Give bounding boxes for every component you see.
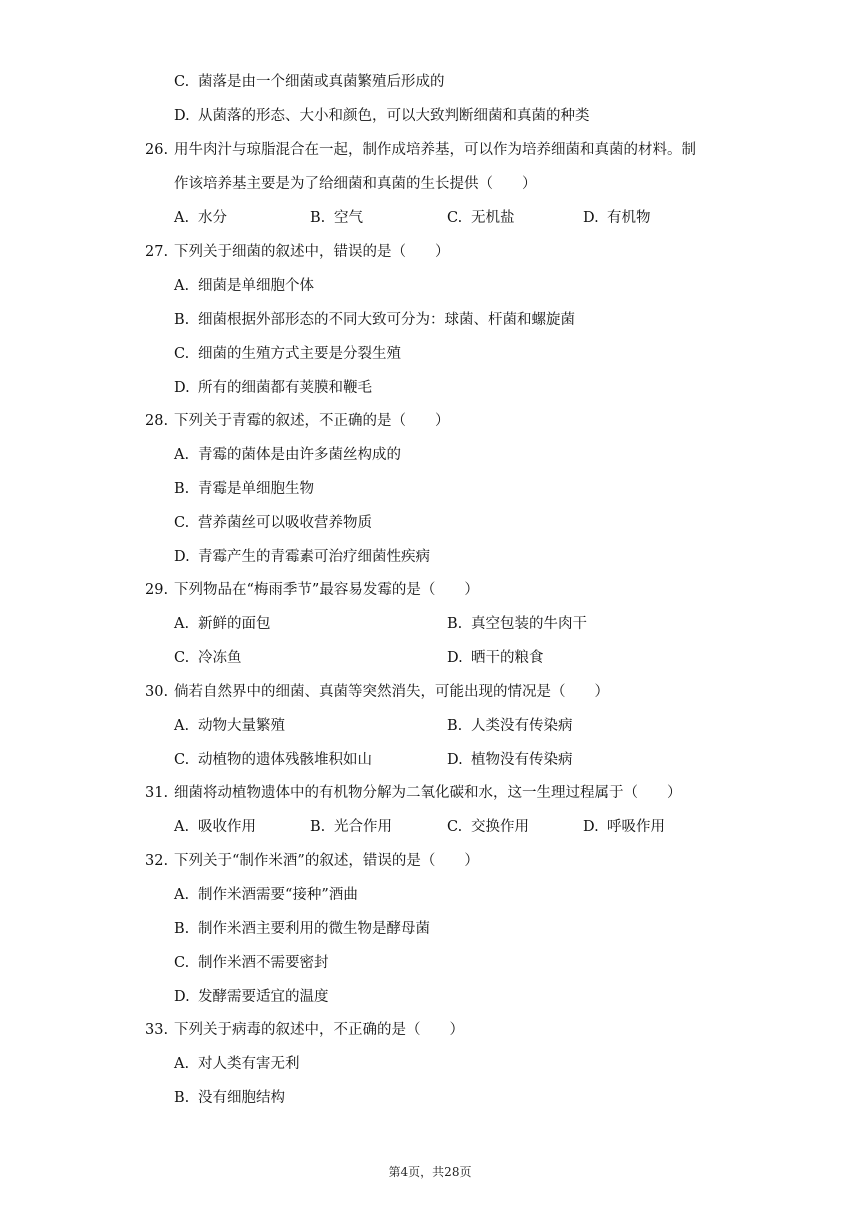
option-c: C. 营养菌丝可以吸收营养物质 <box>174 515 372 531</box>
question-number: 31. <box>145 785 169 801</box>
option-a: A. 细菌是单细胞个体 <box>174 278 314 294</box>
option-a: A. 制作米酒需要“接种”酒曲 <box>174 887 358 903</box>
option-c: C. 菌落是由一个细菌或真菌繁殖后形成的 <box>174 74 445 90</box>
option-d: D. 晒干的粮食 <box>447 650 544 666</box>
option-c: C. 细菌的生殖方式主要是分裂生殖 <box>174 346 401 362</box>
question-number: 29. <box>145 582 169 598</box>
option-c: C. 冷冻鱼 <box>174 650 242 666</box>
question-text: 下列关于细菌的叙述中，错误的是（ ） <box>174 244 450 260</box>
question-text: 用牛肉汁与琼脂混合在一起，制作成培养基，可以作为培养细菌和真菌的材料。制 <box>174 142 696 158</box>
question-number: 32. <box>145 853 169 869</box>
option-a: A. 青霉的菌体是由许多菌丝构成的 <box>174 447 401 463</box>
option-b: B. 人类没有传染病 <box>447 718 573 734</box>
option-a: A. 新鲜的面包 <box>174 616 271 632</box>
option-b: B. 真空包装的牛肉干 <box>447 616 587 632</box>
question-number: 27. <box>145 244 169 260</box>
page-footer: 第4页，共28页 <box>388 1165 472 1179</box>
option-d: D. 青霉产生的青霉素可治疗细菌性疾病 <box>174 549 430 565</box>
question-text-continued: 作该培养基主要是为了给细菌和真菌的生长提供（ ） <box>174 176 537 192</box>
question-text: 倘若自然界中的细菌、真菌等突然消失，可能出现的情况是（ ） <box>174 684 609 700</box>
question-number: 28. <box>145 413 169 429</box>
option-a: A. 对人类有害无利 <box>174 1056 300 1072</box>
option-d: D. 发酵需要适宜的温度 <box>174 989 329 1005</box>
question-text: 下列物品在“梅雨季节”最容易发霉的是（ ） <box>174 582 479 598</box>
option-c: C. 交换作用 <box>447 819 529 835</box>
question-text: 下列关于病毒的叙述中，不正确的是（ ） <box>174 1022 464 1038</box>
question-number: 30. <box>145 684 169 700</box>
question-text: 下列关于青霉的叙述，不正确的是（ ） <box>174 413 450 429</box>
option-b: B. 没有细胞结构 <box>174 1090 285 1106</box>
question-number: 26. <box>145 142 169 158</box>
option-c: C. 制作米酒不需要密封 <box>174 955 329 971</box>
option-b: B. 制作米酒主要利用的微生物是酵母菌 <box>174 921 430 937</box>
option-a: A. 动物大量繁殖 <box>174 718 285 734</box>
option-c: C. 无机盐 <box>447 210 515 226</box>
option-b: B. 空气 <box>310 210 363 226</box>
option-d: D. 从菌落的形态、大小和颜色，可以大致判断细菌和真菌的种类 <box>174 108 590 124</box>
option-b: B. 青霉是单细胞生物 <box>174 481 314 497</box>
option-d: D. 植物没有传染病 <box>447 752 573 768</box>
question-number: 33. <box>145 1022 169 1038</box>
option-d: D. 所有的细菌都有荚膜和鞭毛 <box>174 380 372 396</box>
option-a: A. 吸收作用 <box>174 819 256 835</box>
option-c: C. 动植物的遗体残骸堆积如山 <box>174 752 372 768</box>
option-d: D. 有机物 <box>583 210 651 226</box>
option-b: B. 细菌根据外部形态的不同大致可分为：球菌、杆菌和螺旋菌 <box>174 312 575 328</box>
option-d: D. 呼吸作用 <box>583 819 665 835</box>
question-text: 下列关于“制作米酒”的叙述，错误的是（ ） <box>174 853 479 869</box>
question-text: 细菌将动植物遗体中的有机物分解为二氧化碳和水，这一生理过程属于（ ） <box>174 785 682 801</box>
option-a: A. 水分 <box>174 210 227 226</box>
option-b: B. 光合作用 <box>310 819 392 835</box>
